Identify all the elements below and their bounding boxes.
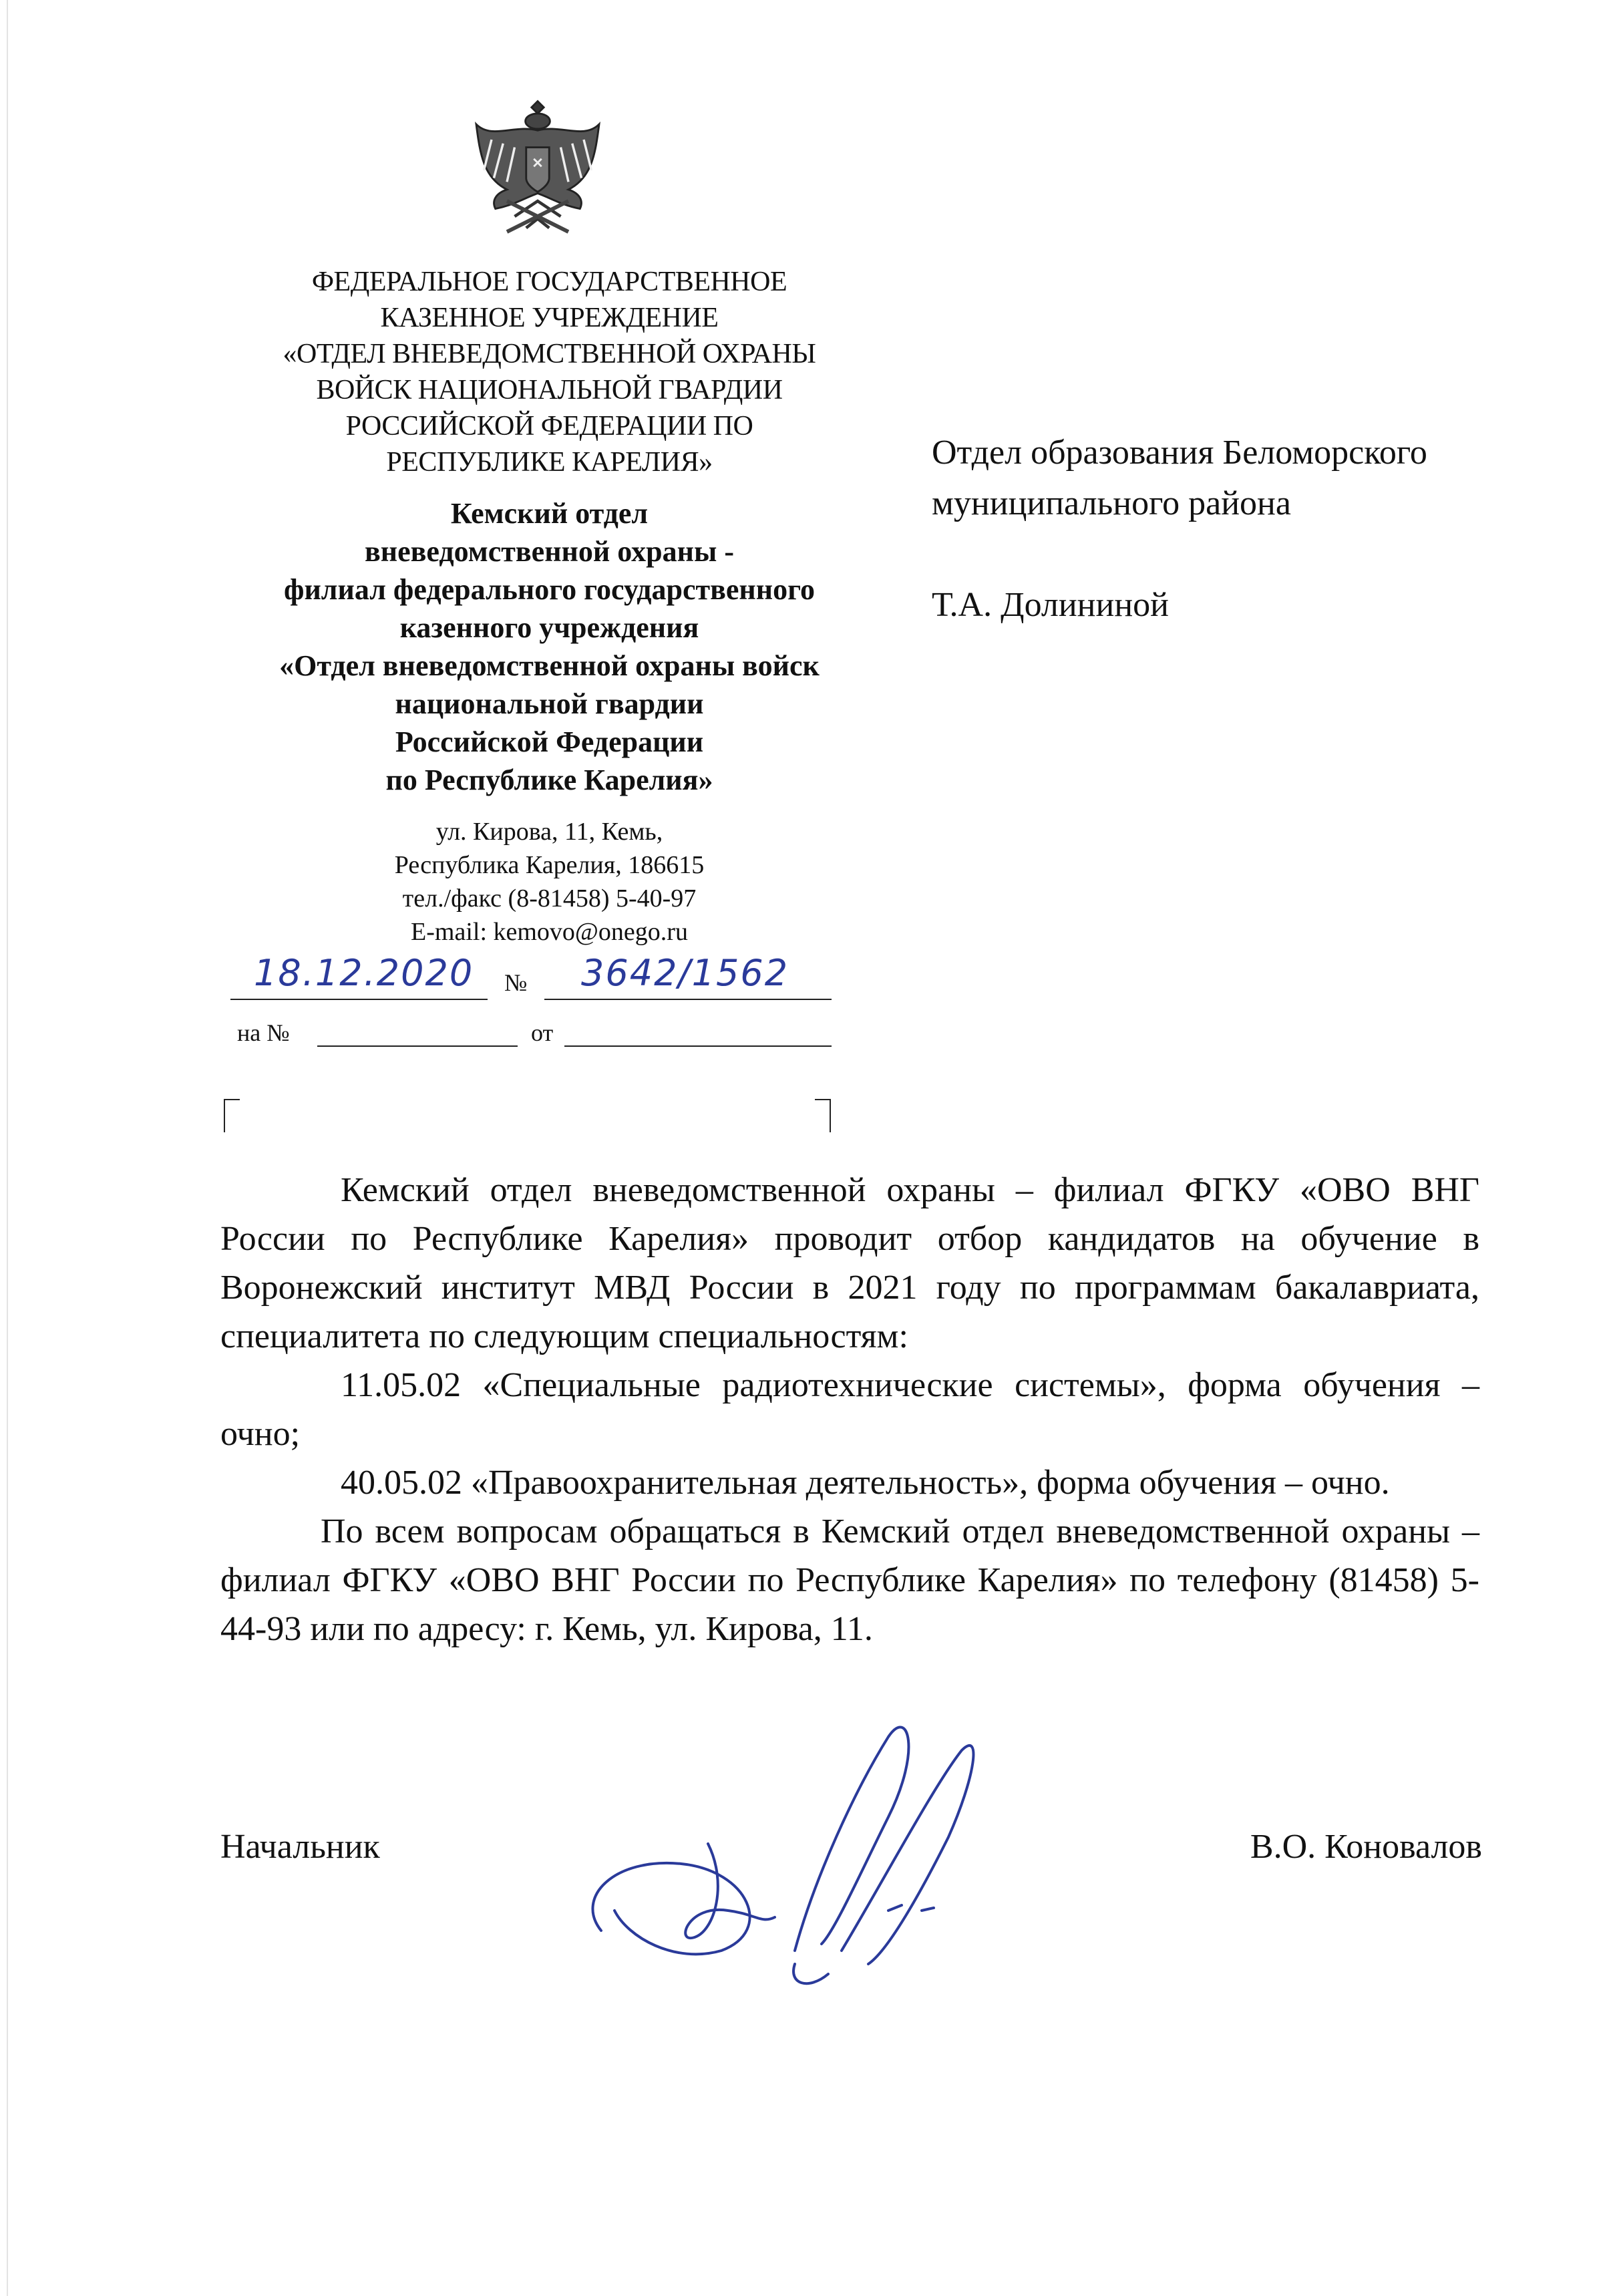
branch-line: казенного учреждения: [399, 611, 699, 644]
organization-header: [200, 264, 898, 480]
date-underline: [230, 999, 488, 1000]
email: E-mail: kemovo@onego.ru: [411, 918, 688, 946]
branch-line: вневедомственной охраны -: [365, 535, 734, 568]
org-line: РЕСПУБЛИКЕ КАРЕЛИЯ»: [386, 447, 713, 478]
ref-date-underline: [564, 1045, 832, 1047]
body-paragraph: По всем вопросам обращаться в Кемский отдел вневедомственной охраны – филиал ФГКУ «ОВО ВНГ России по Республике Карелия» по телефону (81458) 5-44-93 или по адресу: г. Кемь, ул. Кирова, 11.: [220, 1512, 1479, 1648]
address-line: Республика Карелия, 186615: [394, 851, 705, 879]
handwritten-number: 3642/1562: [581, 952, 789, 994]
body-paragraph: 40.05.02 «Правоохранительная деятельность», форма обучения – очно.: [341, 1464, 1390, 1502]
signatory-title: Начальник: [220, 1828, 380, 1866]
phone-fax: тел./факс (8-81458) 5-40-97: [402, 884, 697, 913]
branch-line: по Республике Карелия»: [385, 764, 713, 796]
branch-header: [200, 494, 898, 799]
branch-line: национальной гвардии: [395, 687, 704, 720]
org-line: ФЕДЕРАЛЬНОЕ ГОСУДАРСТВЕННОЕ: [311, 267, 787, 297]
contact-info: [200, 815, 898, 949]
addressee-line: Отдел образования Беломорского: [932, 434, 1427, 472]
body-paragraph: Кемский отдел вневедомственной охраны – филиал ФГКУ «ОВО ВНГ России по Республике Карелия» проводит отбор кандидатов на обучение в Воронежский институт МВД России в 2021 году по программам бакалавриата, специалитета по следующим специальностям:: [220, 1171, 1479, 1355]
eagle-emblem-icon: [461, 94, 614, 247]
org-line: ВОЙСК НАЦИОНАЛЬНОЙ ГВАРДИИ: [316, 375, 783, 405]
ref-number-label: на №: [237, 1019, 290, 1046]
ref-date-label: от: [531, 1019, 554, 1046]
number-label: №: [504, 969, 528, 996]
branch-line: Российской Федерации: [395, 725, 704, 758]
handwritten-date: 18.12.2020: [254, 952, 474, 994]
address-line: ул. Кирова, 11, Кемь,: [435, 818, 663, 846]
org-line: РОССИЙСКОЙ ФЕДЕРАЦИИ ПО: [345, 411, 753, 442]
number-underline: [544, 999, 832, 1000]
addressee-name: Т.А. Долининой: [932, 586, 1169, 624]
letter-body: [220, 1166, 1479, 1653]
signatory-name: В.О. Коновалов: [1250, 1828, 1482, 1866]
body-paragraph: 11.05.02 «Специальные радиотехнические системы», форма обучения – очно;: [220, 1366, 1479, 1453]
scan-edge-line: [7, 0, 8, 2296]
ref-number-underline: [317, 1045, 518, 1047]
handwritten-signature-icon: [574, 1710, 989, 1997]
branch-line: филиал федерального государственного: [284, 573, 815, 606]
address-corner-left: [224, 1099, 240, 1132]
branch-line: «Отдел вневедомственной охраны войск: [279, 649, 820, 682]
address-corner-right: [815, 1099, 831, 1132]
org-line: «ОТДЕЛ ВНЕВЕДОМСТВЕННОЙ ОХРАНЫ: [283, 339, 816, 369]
branch-line: Кемский отдел: [450, 497, 649, 530]
addressee-block: [932, 428, 1519, 631]
addressee-line: муниципального района: [932, 484, 1291, 522]
org-line: КАЗЕННОЕ УЧРЕЖДЕНИЕ: [380, 303, 719, 333]
